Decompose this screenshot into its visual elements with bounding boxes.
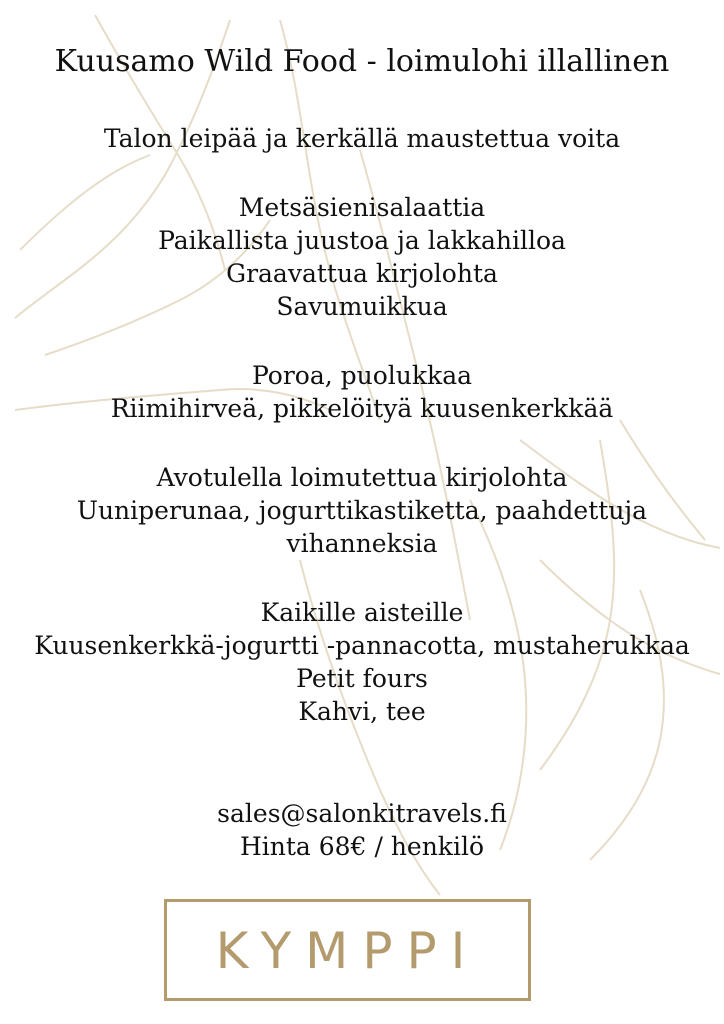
menu-line-dessert-heading: Kaikille aisteille <box>260 598 464 627</box>
price-text: Hinta 68€ / henkilö <box>239 832 485 861</box>
menu-line-reindeer: Poroa, puolukkaa <box>251 361 473 390</box>
menu-line-pannacotta: Kuusenkerkkä-jogurtti -pannacotta, mustaherukkaa <box>34 631 690 660</box>
menu-line-petit-fours: Petit fours <box>296 664 428 693</box>
menu-line-cheese: Paikallista juustoa ja lakkahilloa <box>158 226 566 255</box>
menu-line-flamed-trout: Avotulella loimutettua kirjolohta <box>156 463 568 492</box>
kymppi-logo <box>164 899 531 1001</box>
kymppi-logo-wordmark <box>167 902 528 998</box>
menu-line-trout: Graavattua kirjolohta <box>226 259 498 288</box>
menu-line-vendace: Savumuikkua <box>276 292 448 321</box>
menu-line-elk: Riimihirveä, pikkelöityä kuusenkerkkää <box>110 394 614 423</box>
menu-line-vegetables: vihanneksia <box>286 529 438 558</box>
menu-line-potatoes: Uuniperunaa, jogurttikastiketta, paahdettuja <box>76 496 648 525</box>
contact-email[interactable]: sales@salonkitravels.fi <box>217 799 507 828</box>
logo-text: KYMPPI <box>215 922 480 980</box>
menu-line-mushroom-salad: Metsäsienisalaattia <box>238 193 486 222</box>
menu-line-coffee-tea: Kahvi, tee <box>298 697 426 726</box>
menu-title: Kuusamo Wild Food - loimulohi illallinen <box>54 44 670 79</box>
menu-line-bread: Talon leipää ja kerkällä maustettua voita <box>103 124 621 153</box>
